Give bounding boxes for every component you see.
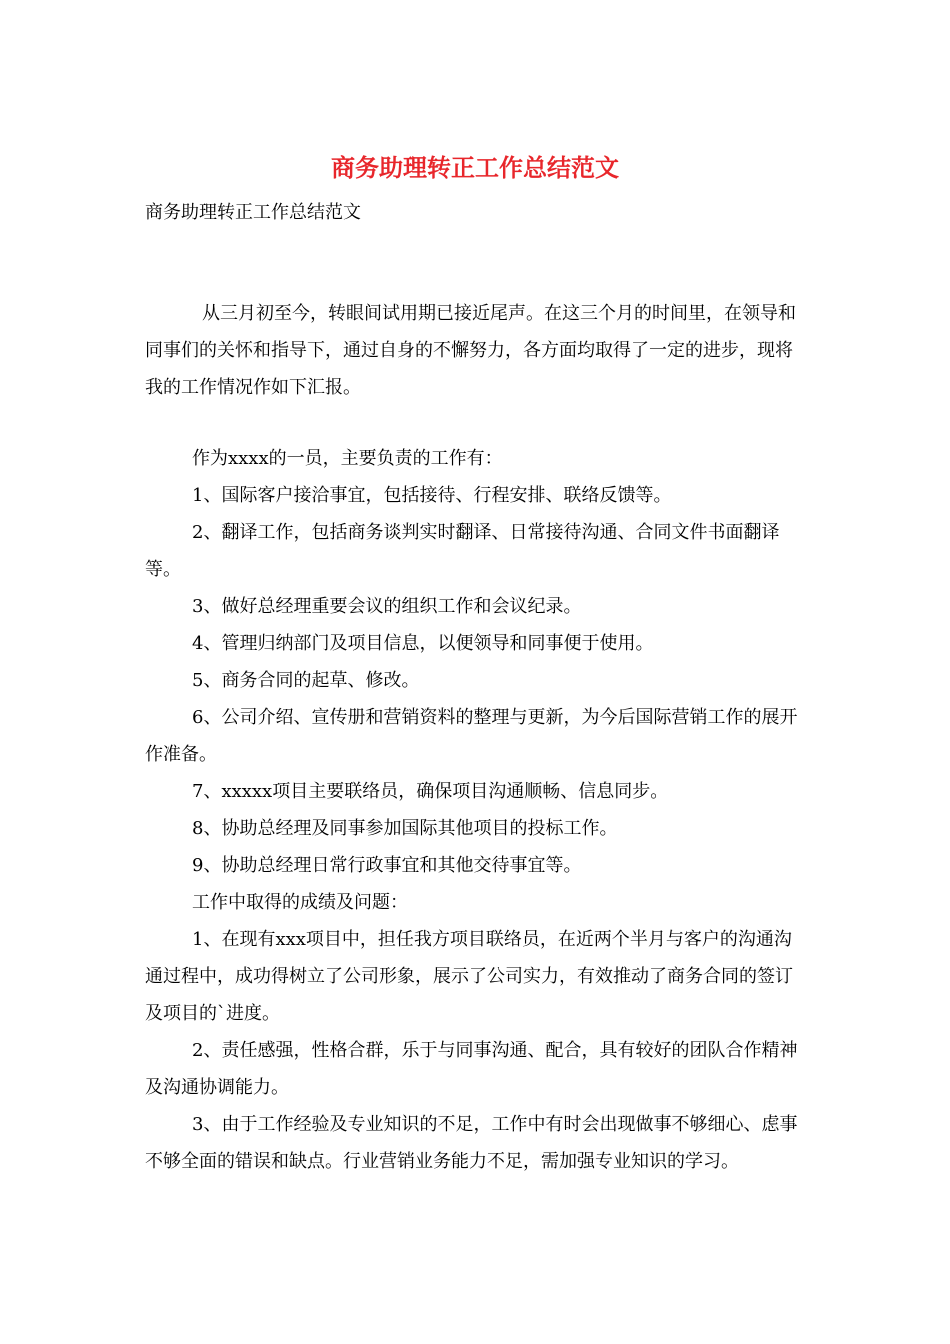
paragraph-result-1: 1、在现有xxx项目中，担任我方项目联络员，在近两个半月与客户的沟通沟通过程中，成功得树立了公司形象，展示了公司实力，有效推动了商务合同的签订及项目的`进度。 xyxy=(145,929,793,1024)
paragraph-duty-3: 3、做好总经理重要会议的组织工作和会议纪录。 xyxy=(192,596,582,617)
paragraph-duty-8: 8、协助总经理及同事参加国际其他项目的投标工作。 xyxy=(192,818,618,839)
paragraph-result-3: 3、由于工作经验及专业知识的不足，工作中有时会出现做事不够细心、虑事不够全面的错误和缺点。行业营销业务能力不足，需加强专业知识的学习。 xyxy=(145,1114,798,1172)
paragraph-results-heading: 工作中取得的成绩及问题： xyxy=(192,892,408,913)
intro-paragraph: 从三月初至今，转眼间试用期已接近尾声。在这三个月的时间里，在领导和同事们的关怀和指导下，通过自身的不懈努力，各方面均取得了一定的进步，现将我的工作情况作如下汇报。 xyxy=(145,303,796,398)
content-block xyxy=(145,440,805,1180)
paragraph-result-2: 2、责任感强，性格合群，乐于与同事沟通、配合，具有较好的团队合作精神及沟通协调能力。 xyxy=(145,1040,798,1098)
paragraph-duty-5: 5、商务合同的起草、修改。 xyxy=(192,670,420,691)
paragraph-duty-2: 2、翻译工作，包括商务谈判实时翻译、日常接待沟通、合同文件书面翻译等。 xyxy=(145,522,780,580)
intro-block xyxy=(145,295,805,406)
document-title: 商务助理转正工作总结范文 xyxy=(331,153,619,182)
paragraph-duty-1: 1、国际客户接洽事宜，包括接待、行程安排、联络反馈等。 xyxy=(192,485,672,506)
document-subtitle: 商务助理转正工作总结范文 xyxy=(145,202,361,223)
paragraph-duties-heading: 作为xxxx的一员，主要负责的工作有： xyxy=(192,448,503,469)
paragraph-duty-6: 6、公司介绍、宣传册和营销资料的整理与更新，为今后国际营销工作的展开作准备。 xyxy=(145,707,798,765)
paragraph-duty-9: 9、协助总经理日常行政事宜和其他交待事宜等。 xyxy=(192,855,582,876)
paragraph-duty-4: 4、管理归纳部门及项目信息，以便领导和同事便于使用。 xyxy=(192,633,654,654)
paragraph-duty-7: 7、xxxxx项目主要联络员，确保项目沟通顺畅、信息同步。 xyxy=(192,781,669,802)
